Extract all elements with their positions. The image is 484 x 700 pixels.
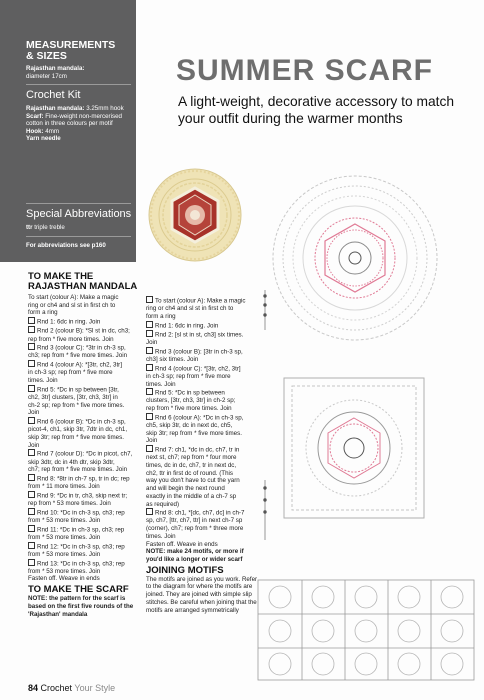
instruction-text: from * 53 more times. Join bbox=[28, 533, 101, 541]
instruction-text: Fasten off. Weave in ends bbox=[146, 540, 218, 548]
instruction-line bbox=[146, 381, 258, 389]
instruction-line bbox=[28, 294, 140, 302]
instruction-line bbox=[146, 356, 258, 364]
checkbox-icon[interactable] bbox=[146, 296, 153, 303]
abbreviation-ttr: ttr triple treble bbox=[26, 224, 65, 231]
instruction-line bbox=[28, 449, 140, 458]
instruction-text: times. Join bbox=[146, 532, 176, 540]
measurements-heading: MEASUREMENTS & SIZES bbox=[26, 39, 116, 62]
instruction-line bbox=[28, 551, 140, 559]
instruction-text: Rnd 7 (colour D): *Dc in picot, ch7, bbox=[37, 450, 133, 458]
instruction-text: from * 53 more times. Join bbox=[28, 516, 101, 524]
instruction-text: rep from * 53 more times. Join bbox=[28, 500, 111, 508]
instruction-text: Join bbox=[28, 409, 40, 417]
instruction-line bbox=[28, 525, 140, 534]
instruction-line bbox=[146, 364, 258, 373]
instruction-text: Rnd 3 (colour B): [3tr in ch-3 sp, bbox=[155, 348, 243, 356]
instruction-text: Rnd 11: *Dc in ch-3 sp, ch3; rep bbox=[37, 526, 125, 534]
instruction-line bbox=[28, 394, 140, 402]
instruction-text: Rnd 7: ch1, *dc in dc, ch7, tr in bbox=[155, 446, 240, 454]
instruction-text: Rnd 13: *Dc in ch-3 sp, ch3; rep bbox=[37, 560, 125, 567]
square-motif-chart bbox=[284, 378, 424, 518]
motif-count-note: NOTE: make 24 motifs, or more if you'd like a longer or wider scarf bbox=[146, 548, 244, 563]
instruction-text: (corner), ch7; rep from * three more bbox=[146, 525, 244, 533]
instruction-text: Rnd 6 (colour A): *Dc in ch-3 sp, bbox=[155, 414, 244, 422]
instruction-line bbox=[146, 296, 258, 305]
checkbox-icon[interactable] bbox=[146, 388, 153, 395]
instruction-line bbox=[28, 483, 140, 491]
checkbox-icon[interactable] bbox=[28, 326, 35, 333]
chart-symbol-key bbox=[264, 290, 266, 540]
instruction-line bbox=[28, 369, 140, 377]
instruction-text: ch3; rep from * five more times. Join bbox=[28, 352, 128, 360]
instruction-line bbox=[28, 542, 140, 551]
instruction-text: To start (colour A): Make a magic bbox=[155, 297, 246, 305]
checkbox-icon[interactable] bbox=[146, 413, 153, 420]
instruction-text: exactly in the middle of a ch-7 sp bbox=[146, 492, 237, 500]
instruction-text: skip 3dtr, dc in 4th dtr, skip 3dtr, bbox=[28, 458, 115, 466]
checkbox-icon[interactable] bbox=[28, 542, 35, 549]
instruction-text: in ch-3 sp; rep from * five more bbox=[28, 369, 113, 377]
page-subtitle: A light-weight, decorative accessory to match your outfit during the warmer months bbox=[178, 94, 455, 126]
joining-heading: JOINING MOTIFS bbox=[146, 564, 224, 576]
instruction-line bbox=[28, 336, 140, 344]
instruction-text: ch2, ttr in first dc of round. (This bbox=[146, 469, 233, 477]
instruction-line bbox=[28, 377, 140, 385]
instruction-line bbox=[28, 426, 140, 434]
instruction-line bbox=[28, 491, 140, 500]
instruction-text: Rnd 1: 6dc in ring. Join bbox=[155, 322, 219, 330]
round-motif-chart bbox=[273, 176, 437, 340]
mandala-photo bbox=[149, 169, 241, 261]
instruction-line bbox=[28, 466, 140, 474]
instruction-text: next st, ch7; rep from * four more bbox=[146, 454, 237, 462]
instruction-line bbox=[146, 305, 258, 313]
joining-diagram bbox=[258, 580, 474, 680]
instruction-text: Join bbox=[146, 437, 158, 445]
instruction-line bbox=[28, 500, 140, 508]
instruction-text: from * 53 more times. Join bbox=[28, 567, 101, 575]
kit-item: Scarf: Fine-weight non-mercerised cotton in three colours per motif bbox=[26, 112, 122, 128]
magazine-name: Crochet bbox=[40, 683, 73, 693]
instruction-line bbox=[146, 445, 258, 454]
instruction-text: rep from * five more times. Join bbox=[146, 405, 232, 413]
checkbox-icon[interactable] bbox=[146, 445, 153, 452]
instruction-line bbox=[146, 330, 258, 339]
checkbox-icon[interactable] bbox=[28, 449, 35, 456]
instruction-line bbox=[28, 474, 140, 483]
instruction-text: Rnd 6 (colour B): *Dc in ch-3 sp, bbox=[37, 418, 126, 426]
checkbox-icon[interactable] bbox=[28, 559, 35, 566]
instruction-line bbox=[146, 493, 258, 501]
instruction-line bbox=[28, 459, 140, 467]
instruction-text: clusters, [3tr, ch3, 3tr] in ch-2 sp; bbox=[146, 397, 236, 405]
instruction-text: ring or ch4 and sl st in first ch to bbox=[28, 301, 116, 309]
abbreviations-heading: Special Abbreviations bbox=[26, 208, 132, 220]
instruction-line bbox=[28, 534, 140, 542]
instruction-text: ch7; rep from * five more times. Join bbox=[28, 466, 128, 474]
checkbox-icon[interactable] bbox=[28, 343, 35, 350]
instruction-text: skip 3tr; rep from * five more times. bbox=[146, 429, 242, 437]
mandala-rounds bbox=[28, 294, 140, 583]
measurements-info: Rajasthan mandala: diameter 17cm bbox=[26, 65, 85, 80]
instruction-line bbox=[28, 302, 140, 310]
scarf-heading: TO MAKE THE SCARF bbox=[28, 584, 129, 596]
checkbox-icon[interactable] bbox=[146, 321, 153, 328]
instruction-line bbox=[146, 321, 258, 330]
instruction-text: form a ring bbox=[28, 309, 58, 317]
instruction-text: Rnd 10: *Dc in ch-3 sp, ch3; rep bbox=[37, 509, 125, 517]
instruction-text: and will begin the next round bbox=[146, 485, 225, 493]
instruction-text: ch3] six times. Join bbox=[146, 355, 199, 363]
instruction-text: Rnd 3 (colour C): *3tr in ch-3 sp, bbox=[37, 344, 126, 352]
instruction-text: Rnd 1: 6dc in ring. Join bbox=[37, 318, 101, 326]
scarf-rounds bbox=[146, 296, 258, 548]
instruction-text: Rnd 2: [sl st in st, ch3] six times. bbox=[155, 331, 244, 339]
crochet-kit-heading: Crochet Kit bbox=[26, 89, 81, 101]
instruction-text: way you don't have to cut the yarn bbox=[146, 477, 240, 485]
instruction-line bbox=[146, 313, 258, 321]
instruction-line bbox=[146, 373, 258, 381]
instruction-line bbox=[28, 385, 140, 394]
instruction-line bbox=[28, 309, 140, 317]
instruction-text: ch2, 3tr] clusters, [3tr, ch3, 3tr] in bbox=[28, 393, 118, 401]
instruction-text: Join bbox=[28, 441, 40, 449]
instruction-text: Rnd 5: *Dc in sp between bbox=[155, 389, 225, 397]
instruction-line bbox=[28, 402, 140, 410]
instruction-line bbox=[28, 360, 140, 369]
instruction-text: from * 53 more times. Join bbox=[28, 550, 101, 558]
instruction-text: To start (colour A): Make a magic bbox=[28, 294, 119, 301]
instruction-text: times. Join bbox=[146, 380, 176, 388]
checkbox-icon[interactable] bbox=[146, 508, 153, 515]
instruction-text: Rnd 8: ch1, *[dc, ch7, dc] in ch-7 bbox=[155, 509, 245, 517]
instruction-line bbox=[146, 413, 258, 422]
instruction-line bbox=[146, 477, 258, 485]
checkbox-icon[interactable] bbox=[28, 508, 35, 515]
instruction-text: as required) bbox=[146, 500, 180, 508]
instruction-line bbox=[146, 525, 258, 533]
instruction-text: Rnd 5: *Dc in sp between [3tr, bbox=[37, 386, 119, 394]
instruction-text: from * 11 more times. Join bbox=[28, 483, 100, 491]
instruction-line bbox=[28, 409, 140, 417]
instruction-text: Rnd 12: *Dc in ch-3 sp, ch3; rep bbox=[37, 543, 125, 551]
instruction-text: sp, ch7, [ttr, ch7, ttr] in next ch-7 sp bbox=[146, 517, 243, 525]
instruction-text: Join bbox=[146, 339, 158, 347]
instruction-line bbox=[146, 397, 258, 405]
page-number: 84 bbox=[28, 683, 39, 693]
instruction-line bbox=[146, 462, 258, 470]
checkbox-icon[interactable] bbox=[146, 330, 153, 337]
kit-item: Hook: 4mm bbox=[26, 127, 59, 135]
instruction-line bbox=[146, 541, 258, 549]
instruction-text: ch5, skip 3tr, dc in next dc, ch5, bbox=[146, 422, 233, 430]
instruction-text: skip 3tr; rep from * five more times. bbox=[28, 433, 124, 441]
instruction-text: in ch-3 sp; rep from * five more bbox=[146, 372, 231, 380]
instruction-text: Rnd 4 (colour C): *[3tr, ch2, 3tr] bbox=[155, 365, 241, 373]
instruction-line bbox=[146, 422, 258, 430]
instruction-line bbox=[28, 442, 140, 450]
checkbox-icon[interactable] bbox=[146, 347, 153, 354]
instruction-text: Rnd 9: *Dc in tr, ch3, skip next tr; bbox=[37, 492, 128, 500]
instruction-line bbox=[146, 339, 258, 347]
instruction-text: times. Join bbox=[28, 377, 58, 385]
instruction-text: Rnd 4 (colour A): *[3tr, ch2, 3tr] bbox=[37, 361, 122, 369]
checkbox-icon[interactable] bbox=[28, 417, 35, 424]
checkbox-icon[interactable] bbox=[28, 385, 35, 392]
checkbox-icon[interactable] bbox=[28, 360, 35, 367]
instruction-line bbox=[28, 417, 140, 426]
checkbox-icon[interactable] bbox=[28, 525, 35, 532]
instruction-text: ring or ch4 and sl st in first ch to bbox=[146, 305, 234, 313]
instruction-line bbox=[146, 347, 258, 356]
instruction-line bbox=[146, 430, 258, 438]
instruction-line bbox=[28, 517, 140, 525]
instruction-line bbox=[146, 533, 258, 541]
instruction-text: Fasten off. Weave in ends bbox=[28, 575, 100, 583]
mandala-instructions bbox=[28, 272, 140, 618]
instruction-text: rep from * five more times. Join bbox=[28, 335, 114, 343]
instruction-text: Rnd 8: *8tr in ch-7 sp, tr in dc; rep bbox=[37, 475, 130, 483]
instruction-line bbox=[146, 437, 258, 445]
instruction-line bbox=[28, 352, 140, 360]
instruction-line bbox=[28, 575, 140, 583]
abbreviations-reference: For abbreviations see p160 bbox=[26, 242, 106, 249]
mandala-heading: TO MAKE THE RAJASTHAN MANDALA bbox=[28, 271, 138, 292]
instruction-line bbox=[146, 454, 258, 462]
instruction-line bbox=[28, 317, 140, 326]
joining-text: The motifs are joined as you work. Refer to the diagram for where the motifs are joined. They are joined with simple slip stitches. Be careful when joining that the motifs are arranged symmetrically bbox=[146, 575, 258, 614]
instruction-line bbox=[28, 434, 140, 442]
instruction-line bbox=[146, 517, 258, 525]
instruction-line bbox=[28, 559, 140, 568]
instruction-line bbox=[146, 485, 258, 493]
instruction-text: times, dc in dc, ch7, tr in next dc, bbox=[146, 462, 237, 470]
instruction-text: ch-2 sp; rep from * five more times. bbox=[28, 401, 125, 409]
checkbox-icon[interactable] bbox=[146, 364, 153, 371]
instruction-line bbox=[146, 388, 258, 397]
instruction-text: Rnd 2 (colour B): *Sl st in dc, ch3; bbox=[37, 327, 130, 335]
instruction-line bbox=[28, 326, 140, 335]
kit-item: Yarn needle bbox=[26, 135, 61, 143]
instruction-line bbox=[28, 508, 140, 517]
kit-item: Rajasthan mandala: 3.25mm hook bbox=[26, 105, 124, 112]
instruction-text: form a ring bbox=[146, 312, 176, 320]
checkbox-icon[interactable] bbox=[28, 317, 35, 324]
scarf-note: NOTE: the pattern for the scarf is based on the first five rounds of the 'Rajasthan' mandala bbox=[28, 595, 134, 618]
page-footer bbox=[28, 683, 115, 693]
checkbox-icon[interactable] bbox=[28, 474, 35, 481]
instruction-line bbox=[146, 470, 258, 478]
instruction-line bbox=[146, 405, 258, 413]
instruction-text: picot-4, ch1, skip 3tr, 7dtr in dc, ch1, bbox=[28, 426, 128, 434]
instruction-line bbox=[28, 343, 140, 352]
magazine-subname: Your Style bbox=[74, 683, 116, 693]
page-title: SUMMER SCARF bbox=[176, 54, 433, 87]
instruction-line bbox=[146, 508, 258, 517]
instruction-line bbox=[146, 501, 258, 509]
instruction-line bbox=[28, 568, 140, 576]
checkbox-icon[interactable] bbox=[28, 491, 35, 498]
scarf-instructions bbox=[146, 296, 258, 614]
